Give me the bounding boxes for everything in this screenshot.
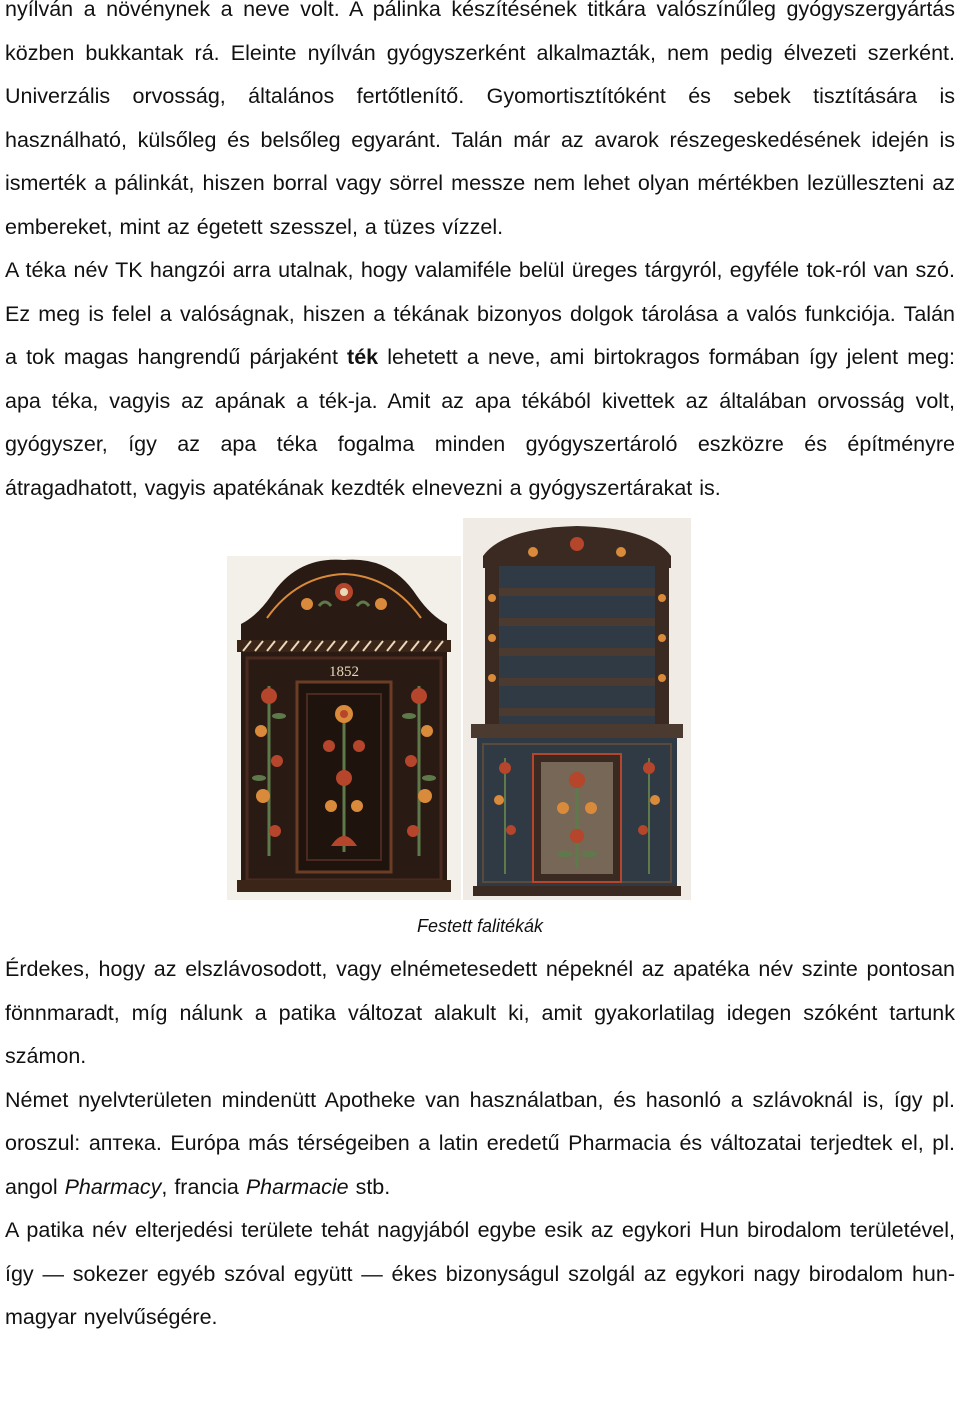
paragraph-text-run: A téka név TK hangzói arra utalnak, hogy valamiféle belül üreges tárgyról, egyféle tok-ról van szó. Ez meg is felel a valóságnak, hiszen a tékának bizonyos dolgok tárolása a valós funkciója. Talán a tok magas hangrendű párjaként <box>5 258 955 369</box>
paragraph-text-run: Pharmacy <box>64 1174 162 1199</box>
paragraph-text-run: A patika név elterjedési területe tehát nagyjából egybe esik az egykori Hun birodalom területével, így — sokezer egyéb szóval együtt — ékes bizonyságul szolgál az egykori nagy birodalom hun-magyar nyelvűségére. <box>5 1218 955 1329</box>
paragraph-text-run: Érdekes, hogy az elszlávosodott, vagy elnémetesedett népeknél az apatéka név szinte pontosan fönnmaradt, míg nálunk a patika változat alakult ki, amit gyakorlatilag idegen szóként tartunk számon. <box>5 957 955 1068</box>
text-block-top <box>5 0 955 510</box>
year-inscription: 1852 <box>329 664 359 680</box>
paragraph-text-run: Pharmacie <box>245 1174 349 1199</box>
paragraph <box>5 1079 955 1210</box>
paragraph-text-run: nyílván a növénynek a neve volt. A pálinka készítésének titkára valószínűleg gyógyszergyártás közben bukkantak rá. Eleinte nyílván gyógyszerként alkalmazták, nem pedig élvezeti szerként. Univerzális orvosság, általános fertőtlenítő. Gyomortisztítóként és sebek tisztítására is használható, külsőleg és belsőleg egyaránt. Talán már az avarok részegeskedésének idején is ismerték a pálinkát, hiszen borral vagy sörrel messze nem lehet olyan mértékben lezülleszteni az embereket, mint az égetett szesszel, a tüzes vízzel. <box>5 0 955 239</box>
photo-painted-cabinet-left <box>227 556 461 900</box>
paragraph <box>5 1209 955 1340</box>
paragraph-text-run: , francia <box>161 1174 246 1199</box>
paragraph-text-run: stb. <box>348 1174 391 1199</box>
text-block-bottom <box>5 948 955 1340</box>
painted-cabinet-left-illustration <box>227 556 461 900</box>
paragraph-text-run: lehetett a neve, ami birtokragos formában így jelent meg: apa téka, vagyis az apának a ték-ja. Amit az apa tékából kivettek az általában orvosság volt, gyógyszer, így az apa téka fogalma minden gyógyszertároló eszközre és építményre átragadhatott, vagyis apatékának kezdték elnevezni a gyógyszertárakat is. <box>5 345 955 500</box>
paragraph <box>5 0 955 249</box>
paragraph <box>5 249 955 510</box>
paragraph <box>5 948 955 1079</box>
paragraph-text-run: Német nyelvterületen mindenütt Apotheke van használatban, és hasonló a szlávoknál is, így pl. oroszul: аптека. Európa más térségeiben a latin eredetű Pharmacia és változatai terjedtek el, pl. angol <box>5 1087 955 1199</box>
figure <box>5 518 955 948</box>
photo-painted-cabinet-right <box>463 518 691 900</box>
paragraph-text-run: ték <box>347 345 379 369</box>
document-page <box>5 0 955 1340</box>
figure-caption: Festett falitékák <box>416 916 544 936</box>
painted-cabinet-right-illustration <box>463 518 691 900</box>
